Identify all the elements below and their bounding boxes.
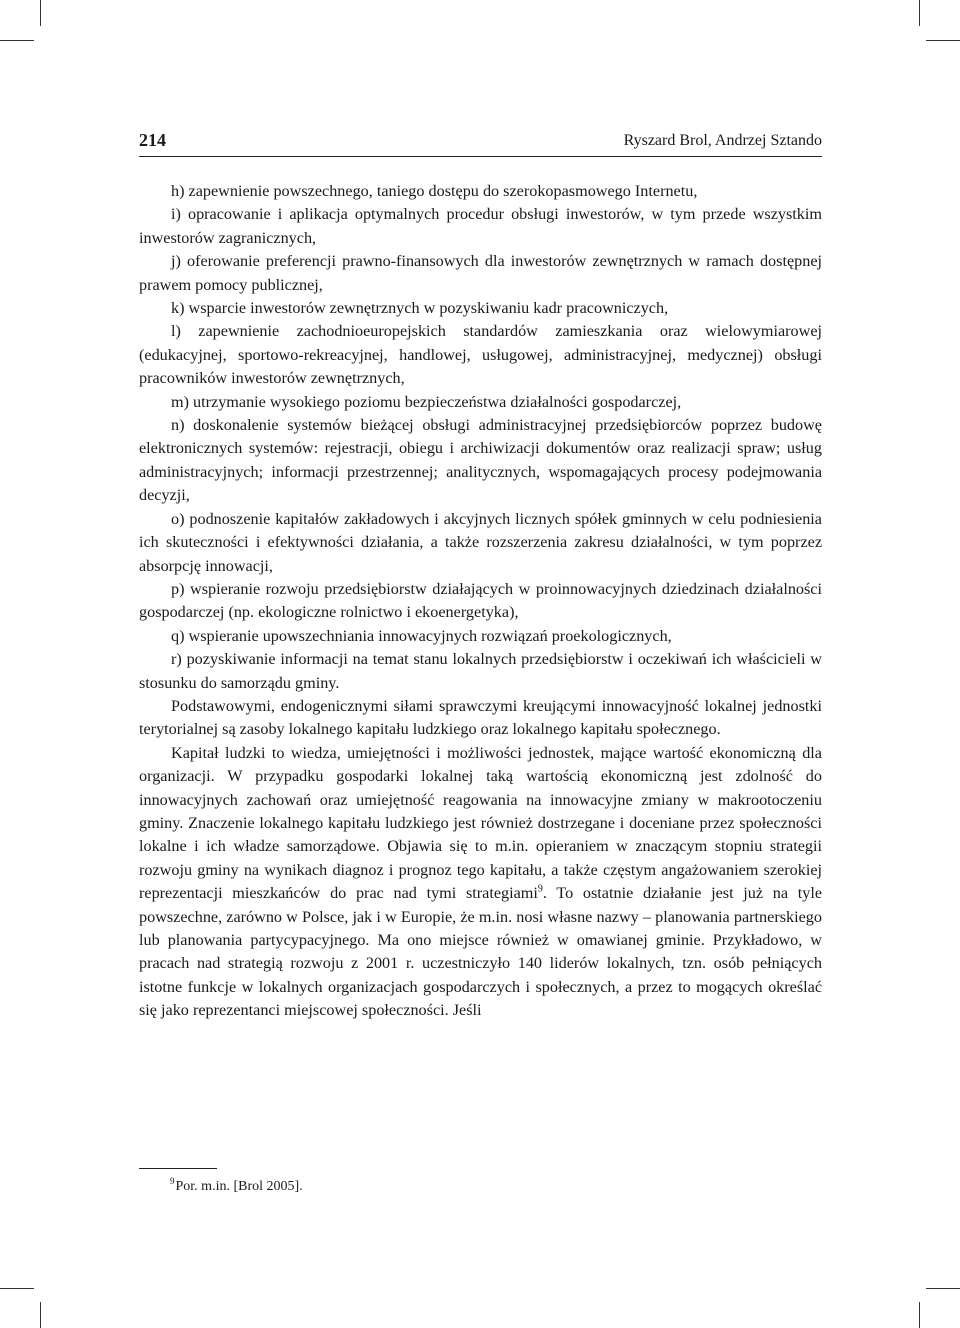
running-head-authors: Ryszard Brol, Andrzej Sztando [623, 132, 822, 149]
crop-mark [0, 40, 34, 41]
list-item-q: q) wspieranie upowszechniania innowacyjnych rozwiązań proekologicznych, [171, 626, 672, 645]
list-item-k: k) wsparcie inwestorów zewnętrznych w pozyskiwaniu kadr pracowniczych, [171, 299, 669, 318]
footnote-number: 9 [170, 1176, 175, 1187]
crop-mark [919, 0, 920, 26]
footnote [170, 1178, 303, 1196]
crop-mark [0, 1288, 34, 1289]
page-number: 214 [139, 130, 166, 150]
paragraph-text-continued: . To ostatnie działanie jest już na tyle powszechne, zarówno w Polsce, jak i w Europie, że m.in. nosi własne nazwy – planowania partnerskiego lub planowania partycypacyjnego. Ma ono miejsce również w omawianej gminie. Przykładowo, w pracach nad strategią rozwoju z 2001 r. uczestniczyło 140 liderów lokalnych, tzn. osób pełniących istotne funkcje w lokalnych organizacjach gospodarczych i społecznych, a przez to mogących określać się jako reprezentanci miejscowej społeczności. Jeśli [139, 884, 822, 1020]
paragraph-social-capital: Podstawowymi, endogenicznymi siłami sprawczymi kreującymi innowacyjność lokalnej jednostki terytorialnej są zasoby lokalnego kapitału ludzkiego oraz lokalnego kapitału społecznego. [139, 696, 822, 739]
footnote-reference[interactable]: 9 [537, 883, 543, 895]
list-item-m: m) utrzymanie wysokiego poziomu bezpieczeństwa działalności gospodarczej, [171, 392, 682, 411]
footnote-separator [139, 1168, 217, 1169]
list-item-j: j) oferowanie preferencji prawno-finansowych dla inwestorów zewnętrznych w ramach dostępnej prawem pomocy publicznej, [139, 252, 822, 294]
paragraph-human-capital [139, 742, 822, 1023]
list-item-o: o) podnoszenie kapitałów zakładowych i akcyjnych licznych spółek gminnych w celu podniesienia ich skuteczności i efektywności działania, a także rozszerzenia zakresu działalności, w tym poprzez absorpcję innowacji, [139, 509, 822, 575]
paragraph-text: Kapitał ludzki to wiedza, umiejętności i możliwości jednostek, mające wartość ekonomiczną dla organizacji. W przypadku gospodarki lokalnej taką wartością ekonomiczną jest zdolność do innowacyjnych zachowań oraz umiejętność reagowania na innowacyjne zmiany w makrootoczeniu gminy. Znaczenie lokalnego kapitału ludzkiego jest również dostrzegane i doceniane przez społeczności lokalne i ich władze samorządowe. Objawia się to m.in. opieraniem w znaczącym stopniu strategii rozwoju gminy na wynikach diagnoz i prognoz tego kapitału, a także częstym angażowaniem szerokiej reprezentacji mieszkańców do prac nad tymi strategiami [139, 743, 822, 903]
list-item-h: h) zapewnienie powszechnego, taniego dostępu do szerokopasmowego Internetu, [171, 182, 698, 200]
page-header [139, 128, 822, 157]
list-item-n: n) doskonalenie systemów bieżącej obsługi administracyjnej przedsiębiorców poprzez budowę elektronicznych systemów: rejestracji, obiegu i archiwizacji dokumentów oraz realizacji spraw; usług administracyjnych; informacji przestrzennej; analitycznych, wspomagających procesy podejmowania decyzji, [139, 416, 822, 505]
crop-mark [40, 0, 41, 26]
crop-mark [40, 1302, 41, 1328]
list-item-i: i) opracowanie i aplikacja optymalnych procedur obsługi inwestorów, w tym przede wszystkim inwestorów zagranicznych, [139, 205, 822, 247]
crop-mark [919, 1302, 920, 1328]
list-item-p: p) wspieranie rozwoju przedsiębiorstw działających w proinnowacyjnych dziedzinach działalności gospodarczej (np. ekologiczne rolnictwo i ekoenergetyka), [139, 579, 822, 622]
footnote-text: Por. m.in. [Brol 2005]. [175, 1179, 303, 1194]
crop-mark [926, 40, 960, 41]
body-text [139, 180, 822, 1023]
list-item-l: l) zapewnienie zachodnioeuropejskich standardów zamieszkania oraz wielowymiarowej (edukacyjnej, sportowo-rekreacyjnej, handlowej, usługowej, administracyjnej, medycznej) obsługi pracowników inwestorów zewnętrznych, [139, 322, 822, 388]
crop-mark [926, 1288, 960, 1289]
list-item-r: r) pozyskiwanie informacji na temat stanu lokalnych przedsiębiorstw i oczekiwań ich właścicieli w stosunku do samorządu gminy. [139, 650, 822, 692]
